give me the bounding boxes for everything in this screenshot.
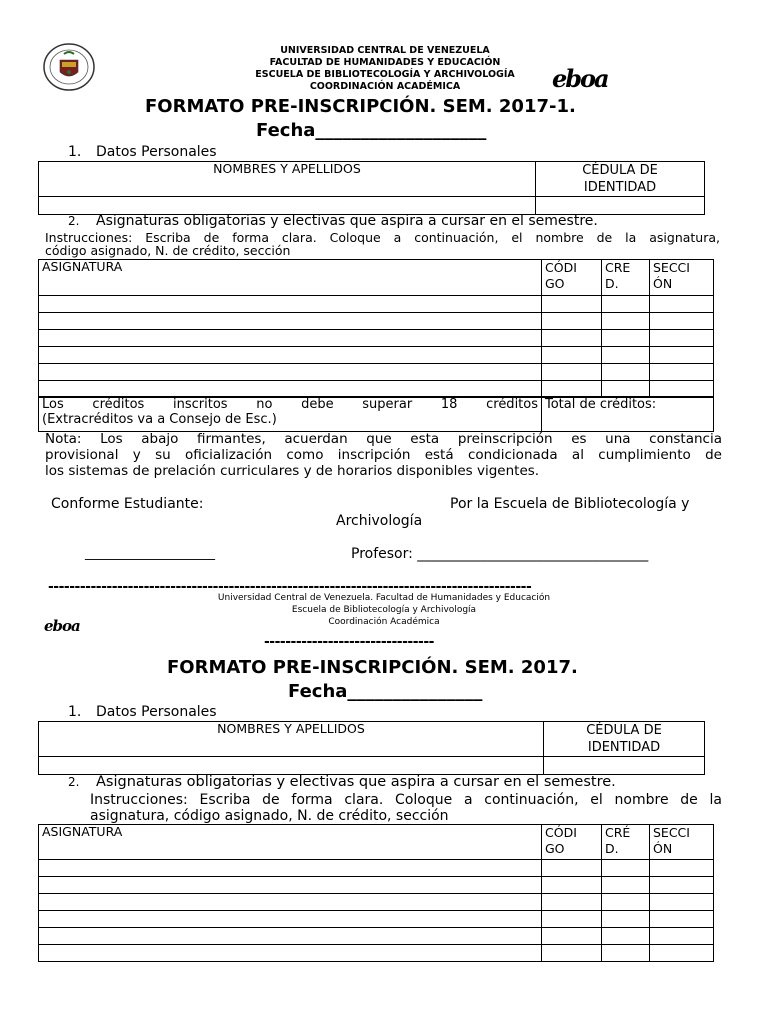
table-row [39, 911, 714, 928]
cred-cell[interactable] [602, 894, 650, 911]
footer-header-1: Universidad Central de Venezuela. Facultad de Humanidades y Educación [217, 593, 551, 603]
form2-date-label: Fecha_______________ [288, 681, 483, 702]
form2-section2-label: Asignaturas obligatorias y electivas que aspira a cursar en el semestre. [96, 774, 616, 790]
code-cell[interactable] [542, 381, 602, 398]
subject-cell[interactable] [39, 911, 542, 928]
subject-cell[interactable] [39, 894, 542, 911]
section-cell[interactable] [650, 911, 714, 928]
form1-section1-label: Datos Personales [96, 144, 217, 160]
section-cell[interactable] [650, 877, 714, 894]
short-separator: -------------------------------- [264, 634, 434, 650]
form2-instructions-1: Instrucciones: Escriba de forma clara. Coloque a continuación, el nombre de la [90, 792, 722, 808]
table-row [39, 364, 714, 381]
cred-cell[interactable] [602, 928, 650, 945]
footer-header-3: Coordinación Académica [328, 617, 440, 627]
form2-section1-label: Datos Personales [96, 704, 217, 720]
form2-section1 [68, 704, 217, 720]
subject-cell[interactable] [39, 347, 542, 364]
form2-names-header: NOMBRES Y APELLIDOS [39, 722, 544, 757]
form1-cred-header: CRE D. [602, 260, 650, 296]
form1-section2-num: 2. [68, 214, 80, 228]
subject-cell[interactable] [39, 381, 542, 398]
form2-id-field[interactable] [544, 757, 705, 775]
form2-section1-num: 1. [68, 704, 82, 720]
form1-id-field[interactable] [536, 197, 705, 215]
form2-section-header: SECCI ÓN [650, 825, 714, 860]
section-cell[interactable] [650, 296, 714, 313]
cred-cell[interactable] [602, 911, 650, 928]
table-row [39, 296, 714, 313]
cred-cell[interactable] [602, 313, 650, 330]
subject-cell[interactable] [39, 945, 542, 962]
faculty-name: FACULTAD DE HUMANIDADES Y EDUCACIÓN [269, 57, 501, 68]
table-row [39, 330, 714, 347]
form1-section-header: SECCI ÓN [650, 260, 714, 296]
form2-subjects-table [38, 824, 714, 962]
code-cell[interactable] [542, 860, 602, 877]
table-row [39, 894, 714, 911]
section-cell[interactable] [650, 330, 714, 347]
coordination-name: COORDINACIÓN ACADÉMICA [309, 81, 461, 92]
subject-cell[interactable] [39, 877, 542, 894]
subject-cell[interactable] [39, 296, 542, 313]
cred-cell[interactable] [602, 381, 650, 398]
table-row [39, 347, 714, 364]
footer-header-2: Escuela de Bibliotecología y Archivología [291, 605, 477, 615]
university-name: UNIVERSIDAD CENTRAL DE VENEZUELA [280, 45, 490, 56]
cred-cell[interactable] [602, 860, 650, 877]
cred-cell[interactable] [602, 877, 650, 894]
form2-section2 [68, 774, 616, 790]
code-cell[interactable] [542, 330, 602, 347]
code-cell[interactable] [542, 347, 602, 364]
form1-subject-header: ASIGNATURA [39, 260, 542, 296]
table-row [39, 877, 714, 894]
section-cell[interactable] [650, 381, 714, 398]
table-row [39, 928, 714, 945]
form1-note: Nota: Los abajo firmantes, acuerdan que esta preinscripción es una constancia provisional y su oficialización como inscripción está condicionada al cumplimiento de los sistemas de prelación curriculares y de horarios disponibles vigentes. [45, 431, 722, 479]
form1-id-header: CÉDULA DE IDENTIDAD [536, 162, 705, 197]
section-cell[interactable] [650, 347, 714, 364]
form2-instructions-2: asignatura, código asignado, N. de crédito, sección [90, 808, 449, 824]
cred-cell[interactable] [602, 347, 650, 364]
subject-cell[interactable] [39, 330, 542, 347]
form1-school-sign-1: Por la Escuela de Bibliotecología y [450, 496, 690, 512]
code-cell[interactable] [542, 296, 602, 313]
section-cell[interactable] [650, 313, 714, 330]
code-cell[interactable] [542, 928, 602, 945]
cred-cell[interactable] [602, 364, 650, 381]
cred-cell[interactable] [602, 330, 650, 347]
university-seal-icon [42, 42, 96, 92]
form1-instructions-2: código asignado, N. de crédito, sección [45, 243, 291, 258]
form1-instructions-1: Instrucciones: Escriba de forma clara. Coloque a continuación, el nombre de la asignatura, [45, 230, 720, 245]
code-cell[interactable] [542, 911, 602, 928]
form1-section1-num: 1. [68, 144, 82, 160]
table-row [39, 860, 714, 877]
form1-student-sign: Conforme Estudiante: [51, 496, 204, 512]
code-cell[interactable] [542, 313, 602, 330]
section-cell[interactable] [650, 928, 714, 945]
cred-cell[interactable] [602, 945, 650, 962]
form2-names-field[interactable] [39, 757, 544, 775]
form2-title: FORMATO PRE-INSCRIPCIÓN. SEM. 2017. [167, 657, 578, 678]
table-row [39, 945, 714, 962]
cred-cell[interactable] [602, 296, 650, 313]
table-row [39, 381, 714, 398]
form1-title: FORMATO PRE-INSCRIPCIÓN. SEM. 2017-1. [145, 96, 576, 117]
form1-credits-note: Los créditos inscritos no debe superar 18 créditos (Extracréditos va a Consejo de Esc.) [39, 397, 542, 432]
form2-personal-table [38, 721, 705, 775]
subject-cell[interactable] [39, 928, 542, 945]
form1-professor-line[interactable]: Profesor: _________________________________ [351, 546, 649, 562]
code-cell[interactable] [542, 945, 602, 962]
form1-personal-table [38, 161, 705, 215]
form1-section2-label: Asignaturas obligatorias y electivas que aspira a cursar en el semestre. [96, 213, 598, 229]
form1-date-label: Fecha___________________ [256, 120, 487, 141]
form1-subjects-table [38, 259, 714, 398]
eboa-logo: eboa [552, 64, 608, 93]
section-cell[interactable] [650, 364, 714, 381]
code-cell[interactable] [542, 877, 602, 894]
form1-section1 [68, 144, 217, 160]
form2-cred-header: CRÉ D. [602, 825, 650, 860]
form1-names-header: NOMBRES Y APELLIDOS [39, 162, 536, 197]
subject-cell[interactable] [39, 860, 542, 877]
school-name: ESCUELA DE BIBLIOTECOLOGÍA Y ARCHIVOLOGÍA [255, 69, 515, 80]
form2-subject-header: ASIGNATURA [39, 825, 542, 860]
code-cell[interactable] [542, 364, 602, 381]
section-cell[interactable] [650, 860, 714, 877]
subject-cell[interactable] [39, 364, 542, 381]
form1-credits-table [38, 396, 714, 432]
form1-section2 [68, 213, 598, 229]
subject-cell[interactable] [39, 313, 542, 330]
form2-code-header: CÓDI GO [542, 825, 602, 860]
form1-school-sign-2: Archivología [336, 513, 423, 529]
form1-student-signature-line[interactable]: ____________________ [85, 546, 215, 561]
form1-names-field[interactable] [39, 197, 536, 215]
form1-code-header: CÓDI GO [542, 260, 602, 296]
table-row [39, 313, 714, 330]
form2-id-header: CÉDULA DE IDENTIDAD [544, 722, 705, 757]
code-cell[interactable] [542, 894, 602, 911]
eboa-logo-small: eboa [44, 617, 80, 635]
section-cell[interactable] [650, 894, 714, 911]
cut-separator: ------------------------------------------------------------------------------------------- [48, 579, 532, 595]
section-cell[interactable] [650, 945, 714, 962]
form1-total-credits[interactable]: Total de créditos: [542, 397, 714, 432]
form2-section2-num: 2. [68, 775, 80, 789]
